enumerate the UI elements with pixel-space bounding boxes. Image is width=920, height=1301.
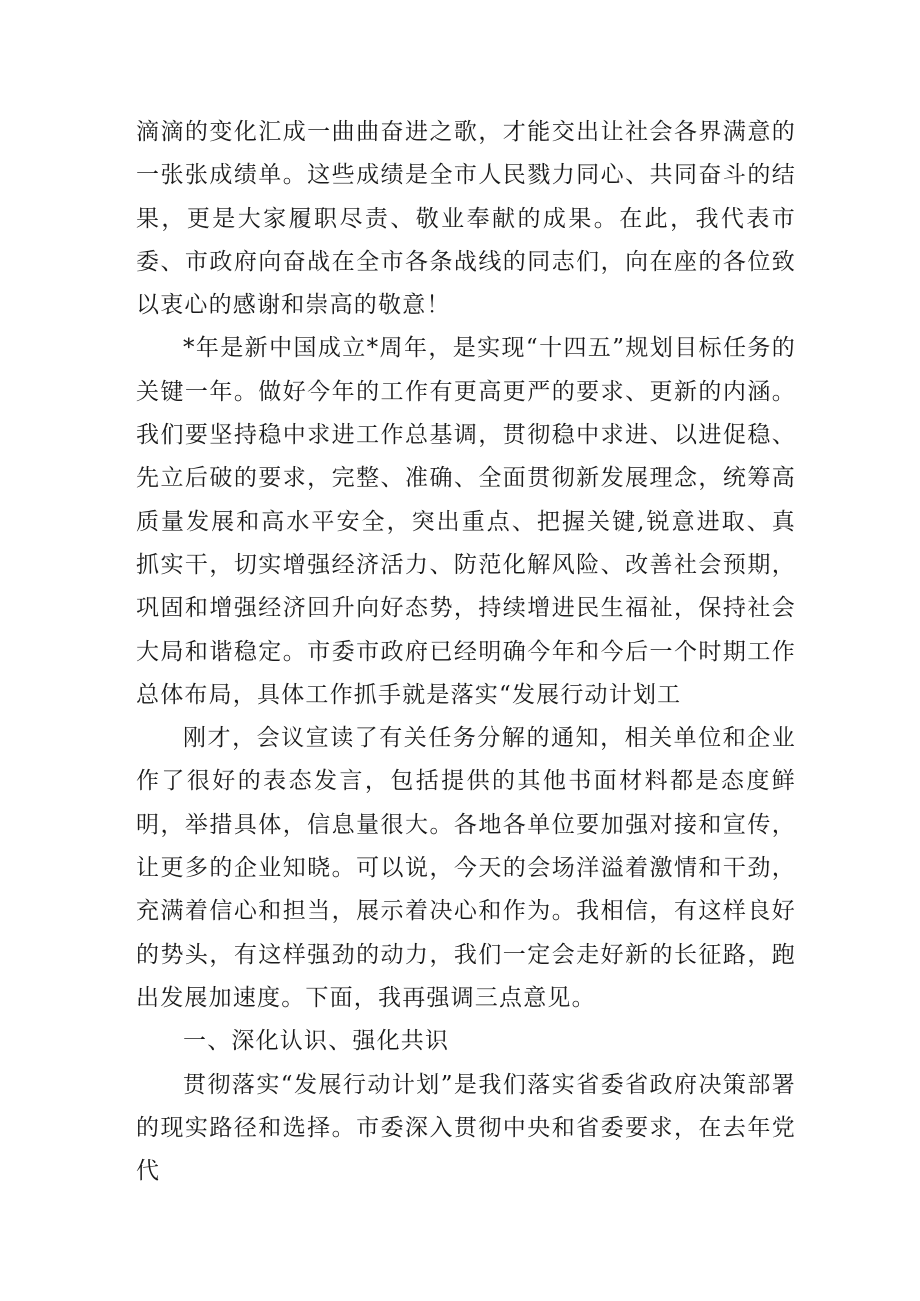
paragraph-anniversary: *年是新中国成立*周年，是实现“十四五”规划目标任务的关键一年。做好今年的工作有更高更严的要求、更新的内涵。我们要坚持稳中求进工作总基调，贯彻稳中求进、以进促稳、先立后破的要求，完整、准确、全面贯彻新发展理念，统筹高质量发展和高水平安全，突出重点、把握关键,锐意进取、真抓实干，切实增强经济活力、防范化解风险、改善社会预期，巩固和增强经济回升向好态势，持续增进民生福祉，保持社会大局和谐稳定。市委市政府已经明确今年和今后一个时期工作总体布局，具体工作抓手就是落实“发展行动计划工 xyxy=(136,335,796,708)
document-body xyxy=(136,111,796,1193)
section-heading: 一、深化认识、强化共识 xyxy=(183,1028,450,1055)
paragraph-implementation: 贯彻落实“发展行动计划”是我们落实省委省政府决策部署的现实路径和选择。市委深入贯彻中央和省委要求，在去年党代 xyxy=(136,1071,796,1185)
paragraph-continuation: 滴滴的变化汇成一曲曲奋进之歌，才能交出让社会各界满意的一张张成绩单。这些成绩是全市人民戮力同心、共同奋斗的结果，更是大家履职尽责、敬业奉献的成果。在此，我代表市委、市政府向奋战在全市各条战线的同志们，向在座的各位致以衷心的感谢和崇高的敬意！ xyxy=(136,119,796,319)
paragraph-meeting: 刚才，会议宣读了有关任务分解的通知，相关单位和企业作了很好的表态发言，包括提供的其他书面材料都是态度鲜明，举措具体，信息量很大。各地各单位要加强对接和宣传，让更多的企业知晓。可以说，今天的会场洋溢着激情和干劲，充满着信心和担当，展示着决心和作为。我相信，有这样良好的势头，有这样强劲的动力，我们一定会走好新的长征路，跑出发展加速度。下面，我再强调三点意见。 xyxy=(136,725,796,1011)
